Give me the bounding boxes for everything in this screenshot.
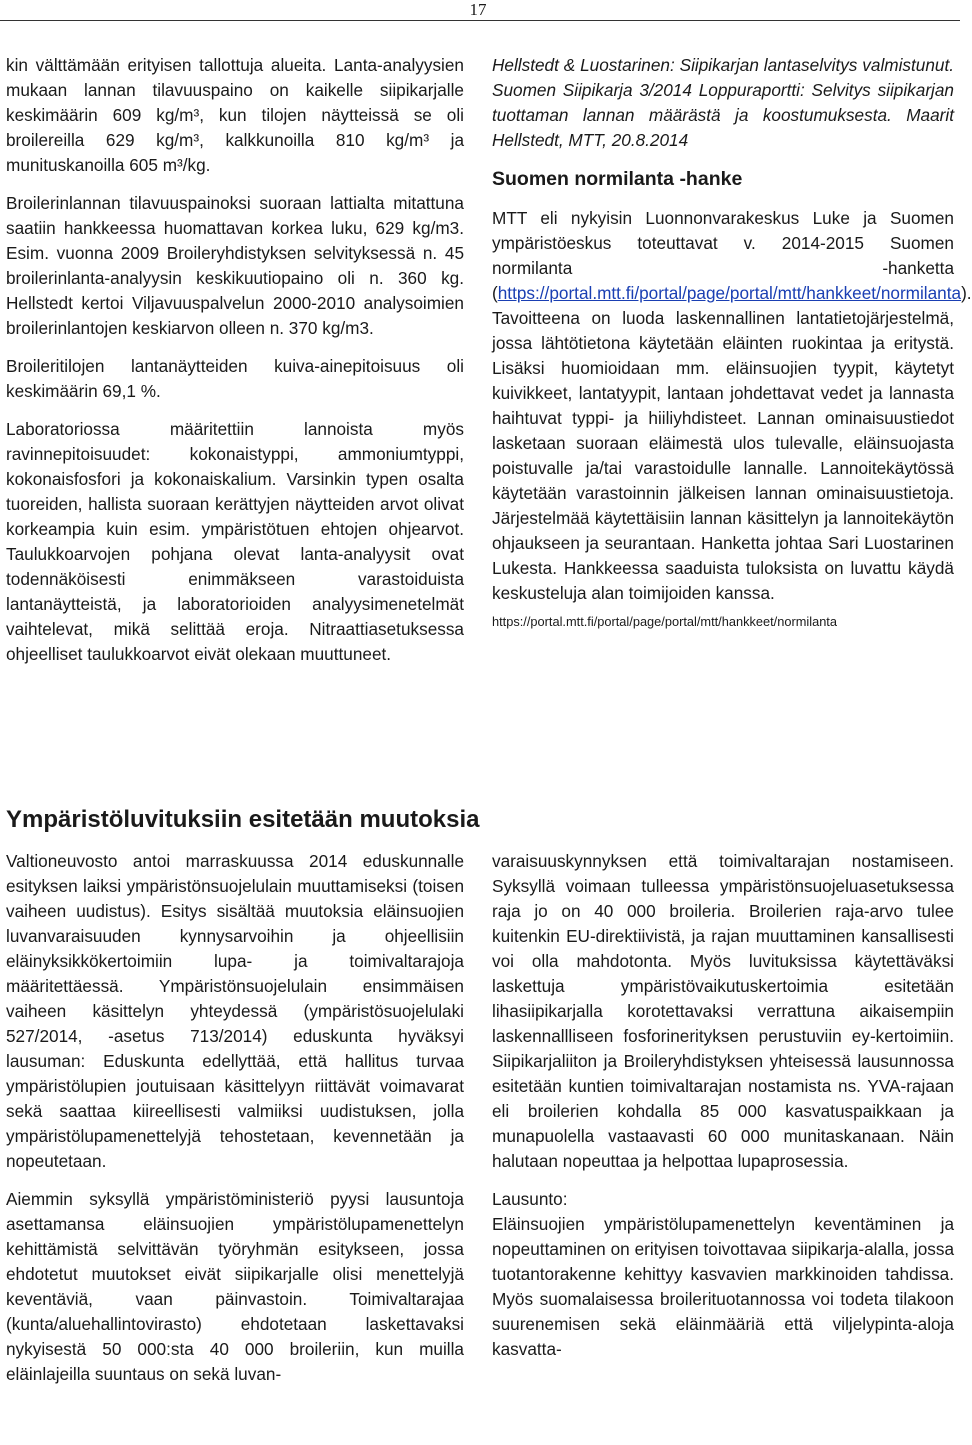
paragraph-manure-density: kin välttämään erityisen tallottuja alueita. Lanta-analyysien mukaan lannan tilavuuspaino on kaikelle siipikarjalle keskimäärin 609 kg/m³, kun tilojen näytteissä se oli broilereilla 629 kg/m³, kalkkunoilla 810 kg/m³ ja munituskanoilla 605 m³/kg. [6, 55, 464, 175]
top-left-column [6, 53, 464, 680]
normilanta-project-link[interactable]: https://portal.mtt.fi/portal/page/portal/mtt/hankkeet/normilanta [497, 283, 962, 303]
paragraph-government-bill: Valtioneuvosto antoi marraskuussa 2014 eduskunnalle esityksen laiksi ympäristönsuojelulain muuttamiseksi (toisen vaiheen uudistus). Esitys sisältää muutoksia eläinsuojien luvanvaraisuuden kynnysarvoihin ja ohjeellisiin eläinyksikkökertoimiin lupa- ja toimivaltarajoja määritettäessä. Ympäristönsuojelulain ensimmäisen vaiheen käsittelyn yhteydessä (ympäristösuojelulaki 527/2014, -asetus 713/2014) eduskunta hyväksyi lausuman: Eduskunta edellyttää, että hallitus turvaa ympäristölupien joutuisaan käsittelyyn riittävät voimavarat sekä saattaa kiireellisesti valmiiksi uudistuksen, jolla ympäristölupamenettelyjä tehostetaan, kevennetään ja nopeutetaan. [6, 851, 464, 1171]
normilanta-text-after-link: ). Tavoitteena on luoda laskennallinen lantatietojärjestelmä, jossa lähtötietona käytetään eläinten ruokintaa ja eritystä. Lisäksi huomioidaan mm. eläinsuojien tyypit, käytetyt kuivikkeet, lantatyypit, lantaan johdettavat vedet ja lannasta haihtuvat typpi- ja hiiliyhdisteet. Lannan ominaisuustiedot lasketaan suoraan eläimestä ulos tulevalle, eläinsuojasta poistuvalle ja/tai varastoidulle lannalle. Lannoitekäytössä käytetään varastoinnin jälkeisen lannan ominaisuustietoja. Järjestelmää käytettäisiin lannan käsittelyn ja lannoitekäytön ohjaukseen ja seurantaan. Hanketta johtaa Sari Luostarinen Lukesta. Hankkeessa saaduista tuloksista on luvattu käydä keskusteluja alan toimijoiden kanssa. [492, 283, 972, 603]
paragraph-ministry-request: Aiemmin syksyllä ympäristöministeriö pyysi lausuntoja asettamansa eläinsuojien ympäristölupamenettelyn kehittämistä selvittävän työryhmän esitykseen, jossa ehdotetut muutokset eivät siipikarjalle olisi menettelyjä keventäviä, vaan päinvastoin. Toimivaltarajaa (kunta/aluehallintovirasto) ehdotetaan laskettavaksi nykyisestä 50 000:sta 40 000 broileriin, kun muilla eläinlajeilla suuntaus on sekä luvan- [6, 1189, 464, 1384]
bottom-left-column [6, 849, 464, 1400]
paragraph-statement: Eläinsuojien ympäristölupamenettelyn keventäminen ja nopeuttaminen on erityisen toivottavaa siipikarja-alalla, jossa tuotantorakenne kehittyy kasvavien markkinoiden tahdissa. Myös suomalaisessa broilerituotannossa voi todeta tilakoon suurenemisen sekä eläinmääriä että viljelypinta-aloja kasvatta- [492, 1214, 954, 1359]
paragraph-laboratory-nutrients: Laboratoriossa määritettiin lannoista myös ravinnepitoisuudet: kokonaistyppi, ammoniumtyppi, kokonaisfosfori ja kokonaiskalium. Varsinkin typen osalta tuoreiden, hallista suoraan kerättyjen näytteiden arvot olivat korkeampia kuin esim. ympäristötuen ehtojen ohjearvot. Taulukkoarvojen pohjana olevat lanta-analyysit ovat todennäköisesti enimmäkseen varastoiduista lantanäytteistä, ja laboratorioiden analyysimenetelmät vaihtelevat, mikä selittää eroja. Nitraattiasetuksessa ohjeelliset taulukkoarvot eivät olekaan muuttuneet. [6, 419, 464, 664]
bottom-right-column [492, 849, 954, 1375]
paragraph-normilanta [492, 206, 972, 606]
paragraph-permit-thresholds: varaisuuskynnyksen että toimivaltarajan nostamiseen. Syksyllä voimaan tulleessa ympäristönsuojeluasetuksessa raja jo on 40 000 broileria. Broilerien raja-arvo tulee kuitenkin EU-direktiivistä, ja rajan muuttaminen kansallisesti voi olla mahdotonta. Myös luvituksissa käytettäväksi laskettuja ympäristövaikutuskertoimia esitetään lihasiipikarjalla korotettavaksi verrattuna aikaisempiin laskennallliseen fosforinerityksen perustuviin ey-kertoimiin. Siipikarjaliiton ja Broileryhdistyksen yhteisessä lausunnossa esitetään kuntien toimivaltarajan nostamista ns. YVA-rajaan eli broilerien kohdalla 85 000 kasvatuspaikkaan ja munapuolella vastaavasti 60 000 munitaskanaan. Näin halutaan nopeuttaa ja helpottaa lupaprosessia. [492, 851, 954, 1171]
paragraph-dry-matter: Broileritilojen lantanäytteiden kuiva-ainepitoisuus oli keskimäärin 69,1 %. [6, 356, 464, 401]
header-rule [0, 20, 960, 21]
project-url-text: https://portal.mtt.fi/portal/page/portal/mtt/hankkeet/normilanta [492, 614, 837, 629]
statement-label: Lausunto: [492, 1189, 568, 1209]
normilanta-text-before-link: MTT eli nykyisin Luonnonvarakeskus Luke ja Suomen ympäristöeskus toteuttavat v. 2014-2015 Suomen normilanta -hanketta ( [492, 208, 954, 303]
top-right-column [492, 53, 972, 644]
paragraph-broiler-density: Broilerinlannan tilavuuspainoksi suoraan lattialta mitattuna saatiin hankkeessa huomattavan korkea luku, 629 kg/m3. Esim. vuonna 2009 Broileryhdistyksen selvityksessä n. 45 broilerinlanta-analyysin keskikuutiopaino oli n. 360 kg. Hellstedt kertoi Viljavuuspalvelun 2000-2010 analysoimien broilerinlantojen keskiarvon olleen n. 370 kg/m3. [6, 193, 464, 338]
citation-text: Hellstedt & Luostarinen: Siipikarjan lantaselvitys valmistunut. Suomen Siipikarja 3/2014 Loppuraportti: Selvitys siipikarjan tuottaman lannan määrästä ja koostumuksesta. Maarit Hellstedt, MTT, 20.8.2014 [492, 55, 954, 150]
page-number: 17 [469, 0, 487, 19]
section-title: Ympäristöluvituksiin esitetään muutoksia [6, 806, 480, 833]
section-heading-normilanta: Suomen normilanta -hanke [492, 168, 743, 190]
